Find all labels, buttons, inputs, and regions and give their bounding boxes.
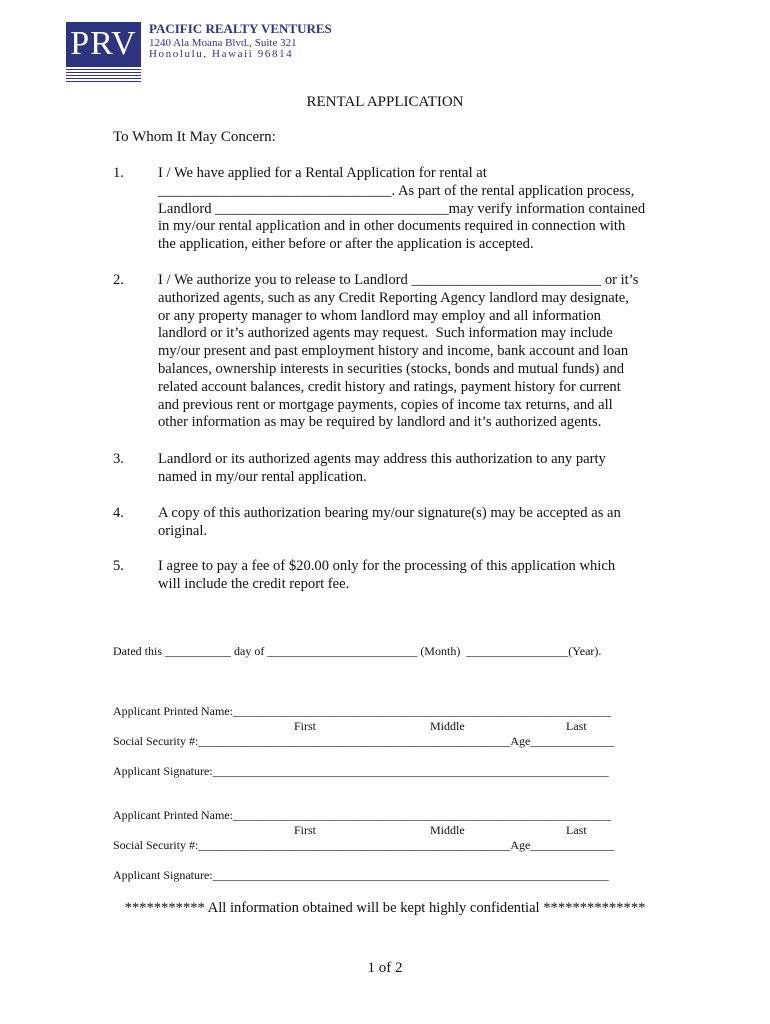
confidentiality-notice: *********** All information obtained will be kept highly confidential ************** xyxy=(124,900,646,916)
applicant-2-ssn-field[interactable]: Social Security #:____________________________________________________Age______________ xyxy=(113,838,615,852)
clause-number: 5. xyxy=(113,558,124,574)
salutation: To Whom It May Concern: xyxy=(113,129,276,145)
applicant-1-signature-field[interactable]: Applicant Signature:__________________________________________________________________ xyxy=(113,764,609,778)
clause-number: 2. xyxy=(113,272,124,288)
applicant-1-printed-name-field[interactable]: Applicant Printed Name:_______________________________________________________________ xyxy=(113,704,611,718)
company-name: PACIFIC REALTY VENTURES xyxy=(149,21,332,36)
applicant-1-first-label: First xyxy=(294,719,317,733)
page-number: 1 of 2 xyxy=(367,960,403,976)
clause-number: 4. xyxy=(113,505,124,521)
clause-text: I agree to pay a fee of $20.00 only for the processing of this application which will include the credit report fee. xyxy=(158,558,616,592)
clause-text: Landlord or its authorized agents may address this authorization to any party named in my/our rental application. xyxy=(158,451,606,485)
clause-text: A copy of this authorization bearing my/our signature(s) may be accepted as an original. xyxy=(158,505,621,539)
applicant-2-middle-label: Middle xyxy=(430,823,465,837)
applicant-2-signature-field[interactable]: Applicant Signature:__________________________________________________________________ xyxy=(113,868,609,882)
clause-number: 3. xyxy=(113,451,124,467)
applicant-2-first-label: First xyxy=(294,823,317,837)
document-title: RENTAL APPLICATION xyxy=(306,94,464,110)
applicant-1-ssn-field[interactable]: Social Security #:____________________________________________________Age______________ xyxy=(113,734,615,748)
clause-number: 1. xyxy=(113,165,124,181)
dated-line[interactable]: Dated this ___________ day of _________________________ (Month) _________________(Year). xyxy=(113,644,602,658)
applicant-1-last-label: Last xyxy=(566,719,587,733)
logo-stripes xyxy=(66,66,141,82)
company-address-line2: Honolulu, Hawaii 96814 xyxy=(149,48,294,60)
applicant-2-last-label: Last xyxy=(566,823,587,837)
clause-text: I / We authorize you to release to Landlord __________________________ or it’s authorized agents, such as any Credit Reporting Agency landlord may designate, or any property manager to whom landlord may employ and all information landlord or it’s authorized agents may request. Such information may include my/our present and past employment history and income, bank account and loan balances, ownership interests in securities (stocks, bonds and mutual funds) and related account balances, credit history and ratings, payment history for current and previous rent or mortgage payments, copies of income tax returns, and all other information as may be required by landlord and it’s authorized agents. xyxy=(158,272,639,431)
applicant-1-middle-label: Middle xyxy=(430,719,465,733)
applicant-2-printed-name-field[interactable]: Applicant Printed Name:_______________________________________________________________ xyxy=(113,808,611,822)
company-address-line1: 1240 Ala Moana Blvd., Suite 321 xyxy=(149,37,297,49)
logo-mark: PRV xyxy=(66,22,141,66)
clause-text: I / We have applied for a Rental Application for rental at ________________________________. As part of the rental application process, Landlord ________________________________may verify information contained in my/our rental application and in other documents required in connection with the application, either before or after the application is accepted. xyxy=(158,165,646,253)
